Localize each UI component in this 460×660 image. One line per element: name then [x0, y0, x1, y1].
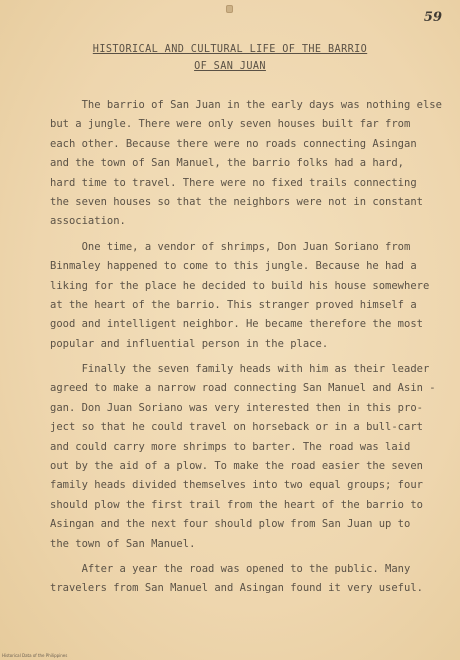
paragraph: [50, 560, 430, 599]
text-line: hard time to travel. There were no fixed trails connecting: [50, 176, 417, 189]
text-line: the seven houses so that the neighbors were not in constant: [50, 195, 423, 208]
text-line: and could carry more shrimps to barter. The road was laid: [50, 440, 411, 453]
text-line: the town of San Manuel.: [50, 537, 196, 550]
text-line: each other. Because there were no roads connecting Asingan: [50, 137, 417, 150]
text-line: but a jungle. There were only seven houses built far from: [50, 118, 411, 131]
text-line: association.: [50, 215, 126, 228]
text-line: travelers from San Manuel and Asingan found it very useful.: [50, 582, 423, 595]
text-line: should plow the first trail from the heart of the barrio to: [50, 498, 423, 511]
document-title-line-2: OF SAN JUAN: [194, 61, 266, 72]
document-title-line-1: HISTORICAL AND CULTURAL LIFE OF THE BARRIO: [92, 44, 368, 55]
footer-caption: Historical Data of the Philippines: [2, 653, 68, 658]
text-line: Binmaley happened to come to this jungle. Because he had a: [50, 260, 417, 273]
text-line: Finally the seven family heads with him as their leader: [50, 363, 430, 376]
paragraph: [50, 360, 436, 554]
text-line: good and intelligent neighbor. He became therefore the most: [50, 318, 423, 331]
text-line: family heads divided themselves into two equal groups; four: [50, 479, 423, 492]
page-number: 59: [423, 10, 442, 25]
text-line: After a year the road was opened to the public. Many: [50, 562, 411, 575]
document-body: [50, 96, 442, 599]
text-line: at the heart of the barrio. This stranger proved himself a: [50, 298, 417, 311]
text-line: ject so that he could travel on horseback or in a bull-cart: [50, 421, 423, 434]
text-line: The barrio of San Juan in the early days was nothing else: [50, 99, 442, 111]
text-line: Asingan and the next four should plow from San Juan up to: [50, 518, 411, 531]
text-line: popular and influential person in the place.: [50, 337, 329, 350]
text-line: agreed to make a narrow road connecting San Manuel and Asin -: [50, 382, 436, 395]
text-line: gan. Don Juan Soriano was very interested then in this pro-: [50, 401, 423, 414]
binder-hole: [226, 5, 233, 13]
paragraph: [50, 238, 430, 354]
text-line: and the town of San Manuel, the barrio folks had a hard,: [50, 157, 405, 170]
text-line: One time, a vendor of shrimps, Don Juan Soriano from: [50, 240, 411, 253]
text-line: liking for the place he decided to build his house somewhere: [50, 279, 430, 292]
text-line: out by the aid of a plow. To make the road easier the seven: [50, 460, 423, 473]
paragraph: [50, 96, 442, 232]
